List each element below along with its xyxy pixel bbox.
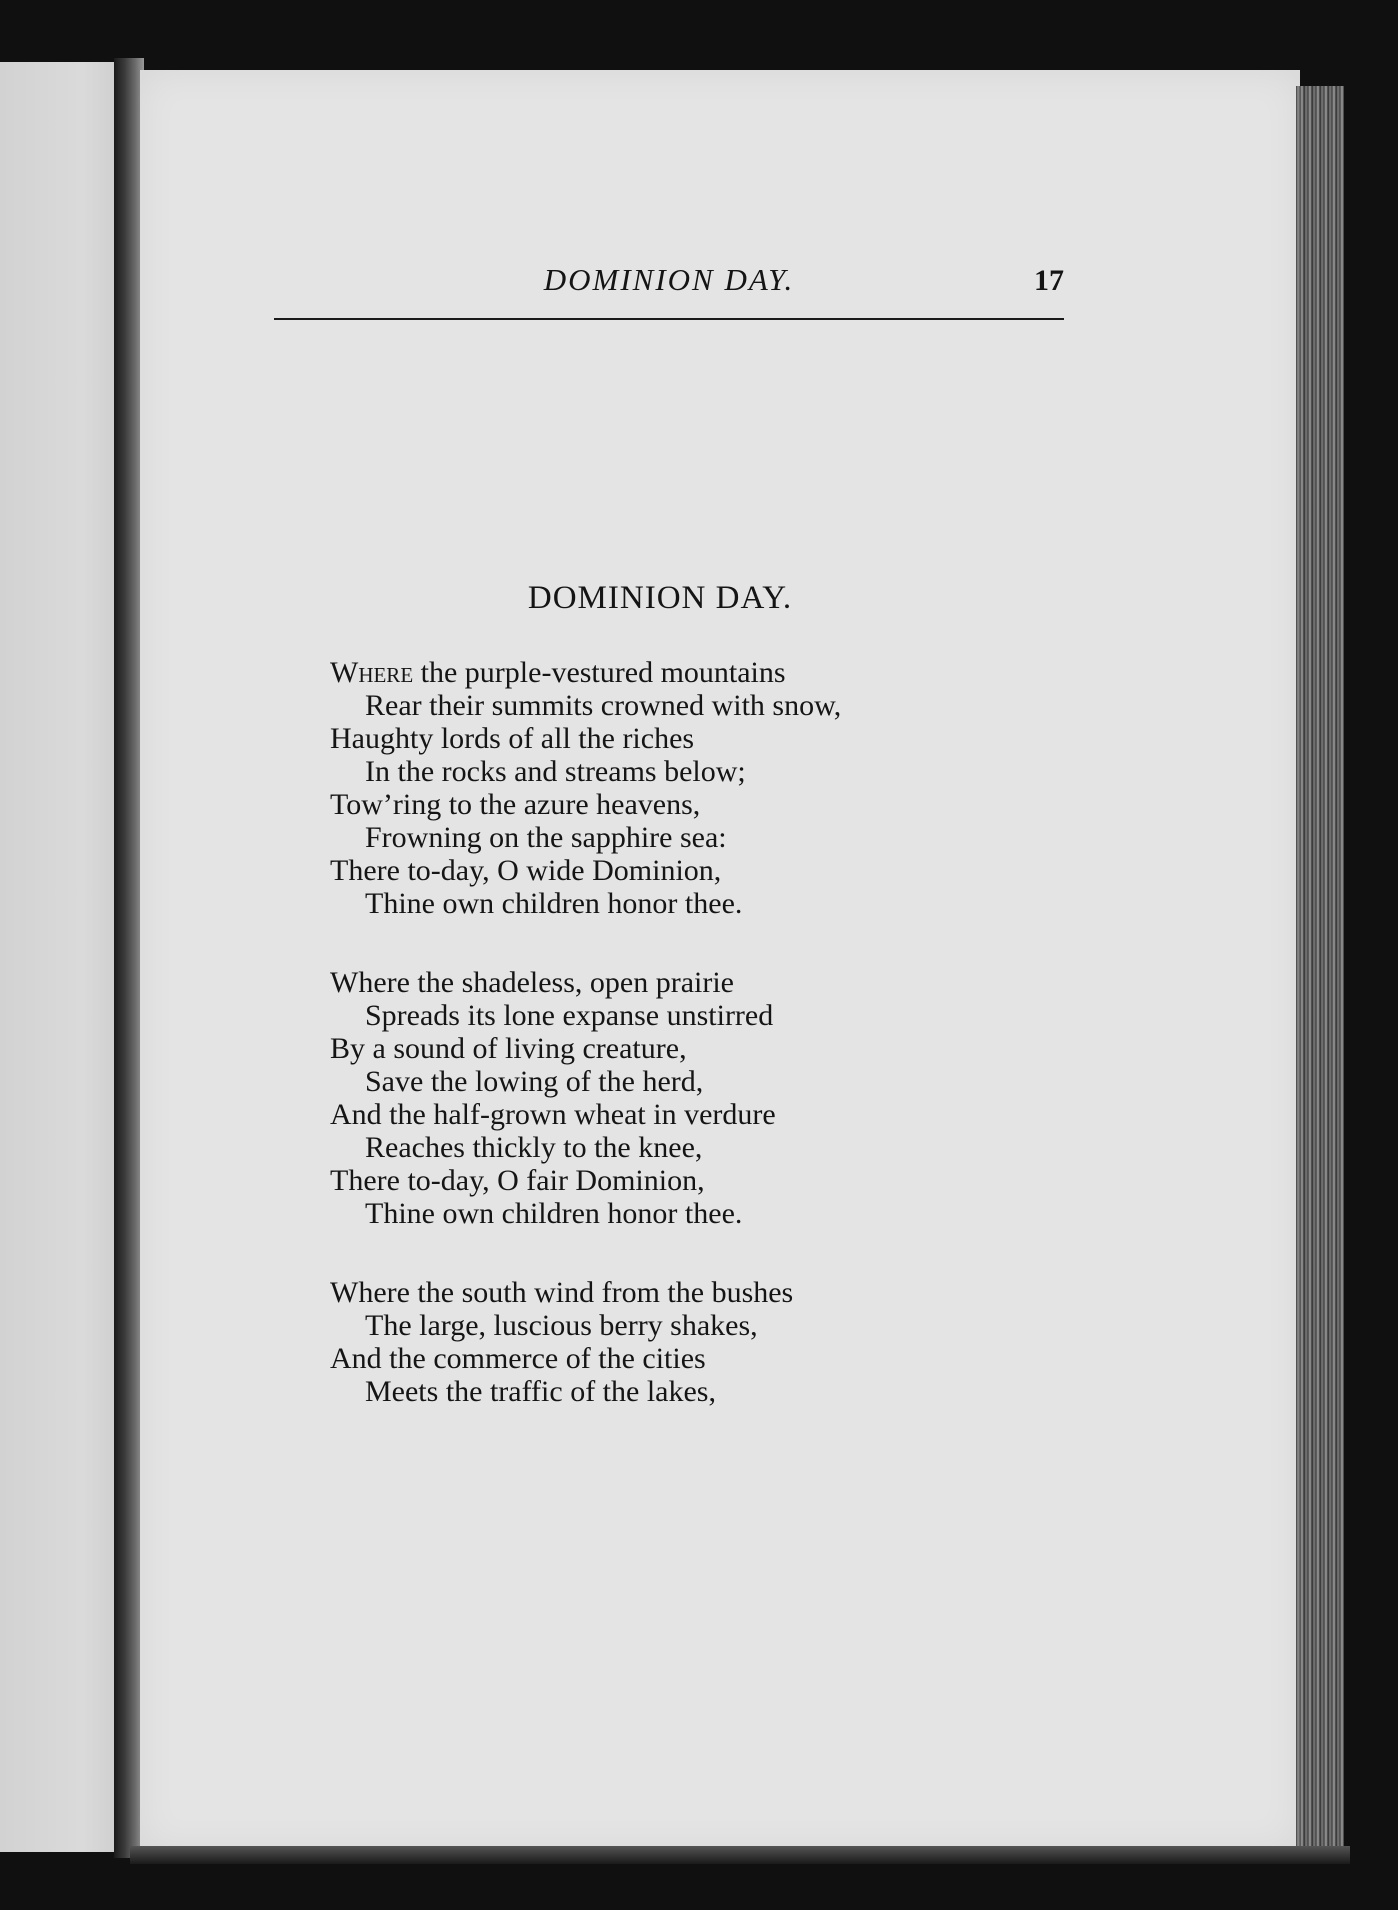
poem-line: Spreads its lone expanse unstirred: [365, 999, 774, 1032]
previous-page-edge: [0, 62, 118, 1852]
running-head: [274, 262, 1064, 312]
stanza-1: [330, 656, 1050, 920]
first-line-rest: the purple-vestured mountains: [413, 656, 786, 689]
poem-line: In the rocks and streams below;: [365, 755, 746, 788]
poem-line: Save the lowing of the herd,: [365, 1065, 704, 1098]
poem-line: Where the south wind from the bushes: [330, 1276, 794, 1309]
poem-line: Meets the traffic of the lakes,: [365, 1375, 716, 1408]
poem-line: By a sound of living creature,: [330, 1032, 687, 1065]
poem-line: Where the shadeless, open prairie: [330, 966, 734, 999]
poem-title: DOMINION DAY.: [527, 580, 793, 616]
poem-line: There to-day, O fair Dominion,: [330, 1164, 705, 1197]
page-bottom-edge: [130, 1846, 1350, 1864]
poem-line: Frowning on the sapphire sea:: [365, 821, 727, 854]
poem-line: And the commerce of the cities: [330, 1342, 706, 1375]
poem-line: Thine own children honor thee.: [365, 1197, 743, 1230]
poem-line: Thine own children honor thee.: [365, 887, 743, 920]
running-head-title: DOMINION DAY.: [543, 262, 795, 297]
page-fore-edge: [1296, 86, 1344, 1854]
poem-line: Rear their summits crowned with snow,: [365, 689, 842, 722]
poem-line: The large, luscious berry shakes,: [365, 1309, 758, 1342]
page-number: 17: [1034, 264, 1064, 297]
first-word-small-caps: Where: [330, 656, 414, 689]
poem-line: Reaches thickly to the knee,: [365, 1131, 703, 1164]
book-page: [140, 70, 1300, 1850]
stanza-3: [330, 1276, 1050, 1408]
poem-line: Haughty lords of all the riches: [330, 722, 695, 755]
poem-line: [330, 656, 1050, 689]
poem-line: There to-day, O wide Dominion,: [330, 854, 722, 887]
header-rule: [274, 318, 1064, 320]
stanza-2: [330, 966, 1050, 1230]
poem-line: And the half-grown wheat in verdure: [330, 1098, 776, 1131]
poem-line: Tow’ring to the azure heavens,: [330, 788, 701, 821]
